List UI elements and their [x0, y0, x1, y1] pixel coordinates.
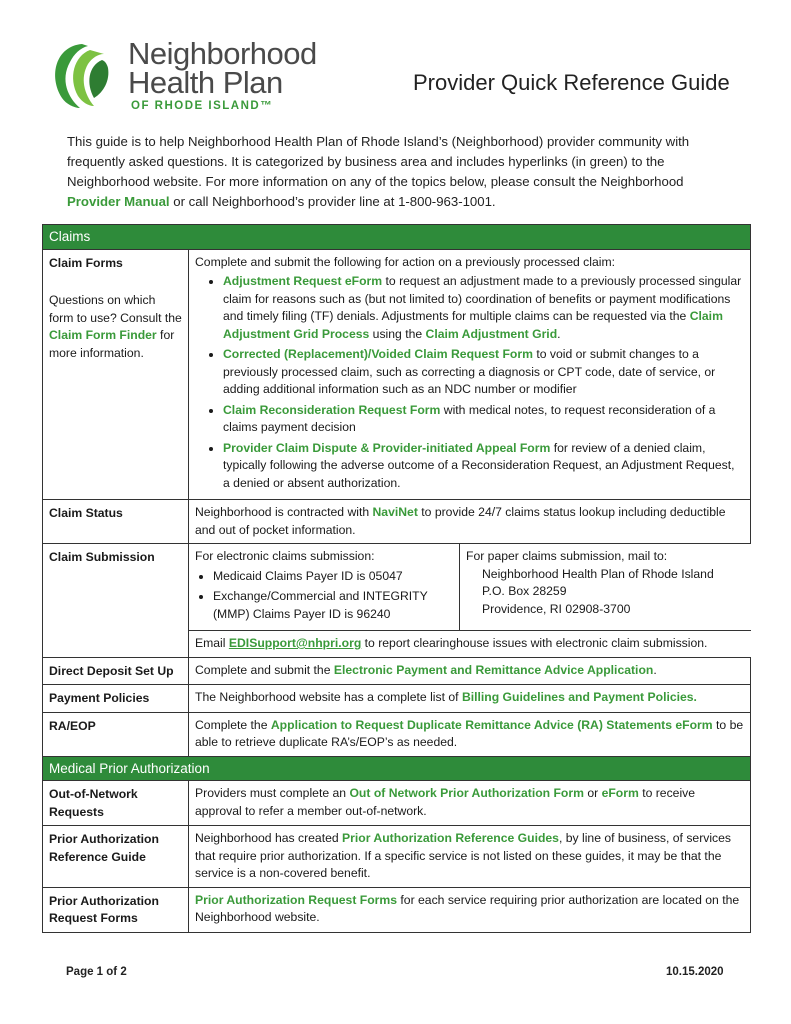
- item-text: to void or submit changes to a previously processed claim, such as correcting a diagnosis or CPT code, date of service, or adding additional information such as an NDC number or modifier: [223, 347, 716, 396]
- content-text: Neighborhood has created: [195, 831, 343, 845]
- section-title: Medical Prior Authorization: [43, 756, 751, 781]
- item-text: with medical notes, to request reconsideration of a claims payment decision: [223, 402, 716, 434]
- row-label: Claim Status: [43, 500, 189, 544]
- row-label: Claim Forms: [49, 255, 123, 270]
- pa-reference-guides-link[interactable]: Prior Authorization Reference Guides: [342, 831, 559, 845]
- content-text: to be able to retrieve duplicate RA’s/EOP’s as needed.: [195, 717, 744, 749]
- content-text: to report clearinghouse issues with electronic claim submission.: [361, 636, 708, 650]
- table-row-payment-policies: [43, 685, 751, 713]
- intro-text-after: or call Neighborhood’s provider line at 1-800-963-1001.: [169, 194, 496, 209]
- content-text: for each service requiring prior authorization are located on the Neighborhood website.: [195, 892, 740, 924]
- address-line: Providence, RI 02908-3700: [482, 601, 631, 616]
- submission-split: [189, 544, 751, 630]
- content-text: to provide 24/7 claims status lookup including deductible and out of pocket information.: [195, 505, 726, 537]
- address-line: Neighborhood Health Plan of Rhode Island: [482, 566, 714, 581]
- section-header-claims: [43, 225, 751, 250]
- item-text: using the: [369, 326, 426, 341]
- page-number: Page 1 of 2: [66, 966, 127, 978]
- list-item: • Medicaid Claims Payer ID is 05047: [213, 568, 453, 586]
- payer-id-list: [195, 568, 453, 624]
- item-text: for review of a denied claim, typically following the adverse outcome of a Reconsideration Request, an Adjustment Request, a denied or absent authorization.: [223, 440, 735, 490]
- row-content: [189, 657, 751, 685]
- row-content: [189, 712, 751, 756]
- row-label: Prior Authorization Reference Guide: [43, 826, 189, 888]
- table-row-out-of-network: [43, 781, 751, 826]
- oon-prior-auth-form-link[interactable]: Out of Network Prior Authorization Form: [349, 786, 584, 800]
- table-row-claim-submission: [43, 544, 751, 658]
- eft-era-application-link[interactable]: Electronic Payment and Remittance Advice Application: [333, 662, 654, 677]
- address-line: P.O. Box 28259: [482, 584, 567, 598]
- question-text-after: for more information.: [49, 328, 175, 360]
- billing-guidelines-link[interactable]: Billing Guidelines and Payment Policies.: [461, 690, 697, 704]
- claim-reconsideration-form-link[interactable]: Claim Reconsideration Request Form: [223, 402, 441, 417]
- list-item: [223, 402, 744, 437]
- row-label: Prior Authorization Request Forms: [43, 887, 189, 932]
- table-row-claim-forms: [43, 249, 751, 500]
- row-label: Out-of-Network Requests: [43, 781, 189, 826]
- item-text: .: [557, 326, 561, 341]
- list-item: [223, 273, 744, 343]
- intro-paragraph: [67, 132, 729, 212]
- item-text: to request an adjustment made to a previously processed singular claim for reasons such as (but not limited to) coordination of benefits or payment modifications and timely filing (TF) denials. Adjustments for multiple claims can be requested via the: [223, 274, 742, 323]
- email-note: [189, 630, 751, 657]
- form-question: [49, 292, 182, 362]
- duplicate-ra-eform-link[interactable]: Application to Request Duplicate Remittance Advice (RA) Statements eForm: [270, 717, 713, 732]
- row-content: [189, 544, 751, 658]
- table-row-pa-request-forms: [43, 887, 751, 932]
- intro-text: This guide is to help Neighborhood Health Plan of Rhode Island’s (Neighborhood) provider community with frequently asked questions. It is categorized by business area and includes hyperlinks (in green) to the Neighborhood website. For more information on any of the topics below, please consult the Neighborhood: [67, 134, 690, 189]
- row-label-cell: [43, 249, 189, 500]
- claim-form-finder-link[interactable]: Claim Form Finder: [49, 328, 157, 342]
- table-row-claim-status: [43, 500, 751, 544]
- question-text: Questions on which form to use? Consult the: [49, 293, 182, 325]
- oon-eform-link[interactable]: eForm: [601, 786, 639, 800]
- paper-submission: [460, 544, 720, 630]
- content-text: Complete the: [195, 717, 271, 732]
- content-text: Neighborhood is contracted with: [195, 505, 373, 519]
- logo-line1: Neighborhood: [128, 36, 317, 71]
- page-title: Provider Quick Reference Guide: [413, 70, 730, 95]
- provider-manual-link[interactable]: Provider Manual: [67, 194, 170, 209]
- content-text: or: [583, 786, 602, 800]
- corrected-voided-claim-form-link[interactable]: Corrected (Replacement)/Voided Claim Request Form: [223, 347, 533, 361]
- logo-line3: OF RHODE ISLAND™: [131, 100, 274, 112]
- content-text: The Neighborhood website has a complete list of: [195, 690, 462, 704]
- list-item: • Exchange/Commercial and INTEGRITY (MMP) Claims Payer ID is 96240: [213, 588, 453, 623]
- electronic-submission: [189, 544, 460, 630]
- pa-request-forms-link[interactable]: Prior Authorization Request Forms: [195, 892, 398, 907]
- content-text: Complete and submit the: [195, 662, 334, 677]
- row-label: Claim Submission: [43, 544, 189, 658]
- claim-dispute-appeal-form-link[interactable]: Provider Claim Dispute & Provider-initiated Appeal Form: [223, 440, 551, 455]
- row-content: [189, 826, 751, 888]
- footer-date: 10.15.2020: [666, 966, 724, 978]
- electronic-title: For electronic claims submission:: [195, 549, 375, 563]
- table-row-ra-eop: [43, 712, 751, 756]
- table-row-direct-deposit: [43, 657, 751, 685]
- list-item: [223, 346, 744, 399]
- nhpri-logo: [44, 36, 324, 116]
- section-header-medical-prior-auth: [43, 756, 751, 781]
- claim-forms-list: [195, 273, 744, 492]
- reference-table: [42, 224, 751, 933]
- row-content: [189, 781, 751, 826]
- row-content: [189, 887, 751, 932]
- table-row-pa-reference-guide: [43, 826, 751, 888]
- content-text: , by line of business, of services that require prior authorization. If a specific service is not listed on these guides, it may be that the service is a non-covered benefit.: [195, 831, 732, 880]
- claim-adjustment-grid-process-link[interactable]: Claim Adjustment Grid Process: [223, 309, 723, 341]
- row-content: [189, 685, 751, 713]
- content-text: to receive approval to refer a member out-of-network.: [195, 786, 696, 818]
- row-label: RA/EOP: [43, 712, 189, 756]
- list-item: [223, 440, 744, 493]
- row-content: [189, 500, 751, 544]
- claim-adjustment-grid-link[interactable]: Claim Adjustment Grid: [425, 326, 558, 341]
- section-title: Claims: [43, 225, 751, 250]
- content-text: Providers must complete an: [195, 786, 350, 800]
- navinet-link[interactable]: NaviNet: [372, 505, 418, 519]
- paper-title: For paper claims submission, mail to:: [466, 549, 668, 563]
- logo-line2: Health Plan: [128, 65, 283, 100]
- claim-forms-lead: Complete and submit the following for action on a previously processed claim:: [195, 254, 616, 269]
- edi-support-email-link[interactable]: EDISupport@nhpri.org: [228, 636, 362, 650]
- row-content: [189, 249, 751, 500]
- content-text: Email: [195, 636, 229, 650]
- row-label: Payment Policies: [43, 685, 189, 713]
- adjustment-request-eform-link[interactable]: Adjustment Request eForm: [223, 274, 383, 288]
- nhpri-swirl-logo-icon: [44, 36, 124, 116]
- row-label: Direct Deposit Set Up: [43, 657, 189, 685]
- content-text: .: [653, 662, 657, 677]
